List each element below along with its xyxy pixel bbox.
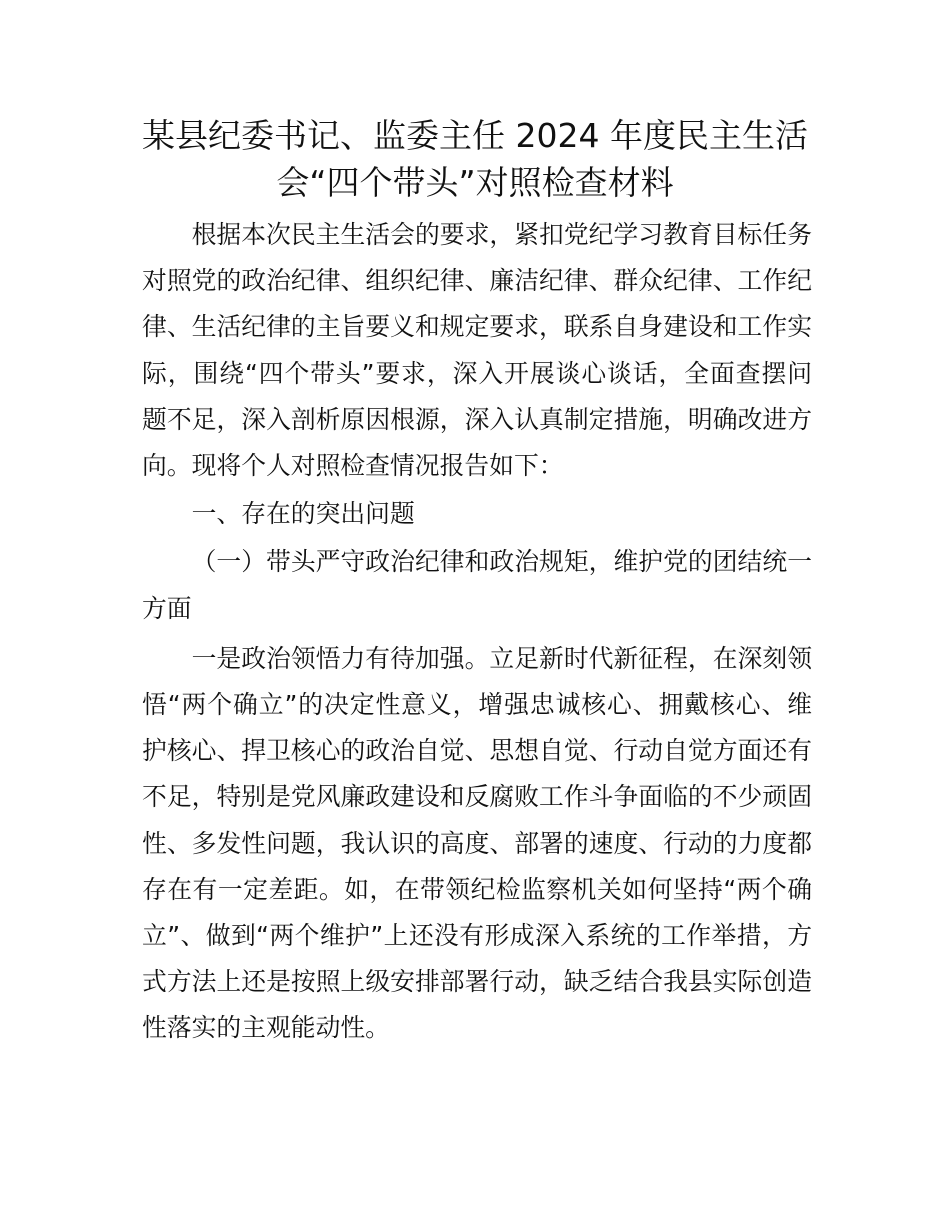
section-heading: 一、存在的突出问题 [191, 499, 415, 529]
intro-paragraph: 根据本次民主生活会的要求，紧扣党纪学习教育目标任务对照党的政治纪律、组织纪律、廉洁纪律、群众纪律、工作纪律、生活纪律的主旨要义和规定要求，联系自身建设和工作实际，围绕“四个带头”要求，深入开展谈心谈话，全面查摆问题不足，深入剖析原因根源，深入认真制定措施，明确改进方向。现将个人对照检查情况报告如下： [142, 220, 812, 481]
body-paragraph: 一是政治领悟力有待加强。立足新时代新征程，在深刻领悟“两个确立”的决定性意义，增强忠诚核心、拥戴核心、维护核心、捍卫核心的政治自觉、思想自觉、行动自觉方面还有不足，特别是党风廉政建设和反腐败工作斗争面临的不少顽固性、多发性问题，我认识的高度、部署的速度、行动的力度都存在有一定差距。如，在带领纪检监察机关如何坚持“两个确立”、做到“两个维护”上还没有形成深入系统的工作举措，方式方法上还是按照上级安排部署行动，缺乏结合我县实际创造性落实的主观能动性。 [142, 643, 812, 1043]
document-title [110, 112, 840, 206]
subsection-heading: （一）带头严守政治纪律和政治规矩，维护党的团结统一方面 [142, 547, 812, 623]
document-body [142, 212, 812, 1052]
document-title-line-2: 会“四个带头”对照检查材料 [276, 163, 674, 202]
document-title-line-1: 某县纪委书记、监委主任 2024 年度民主生活 [142, 116, 808, 155]
